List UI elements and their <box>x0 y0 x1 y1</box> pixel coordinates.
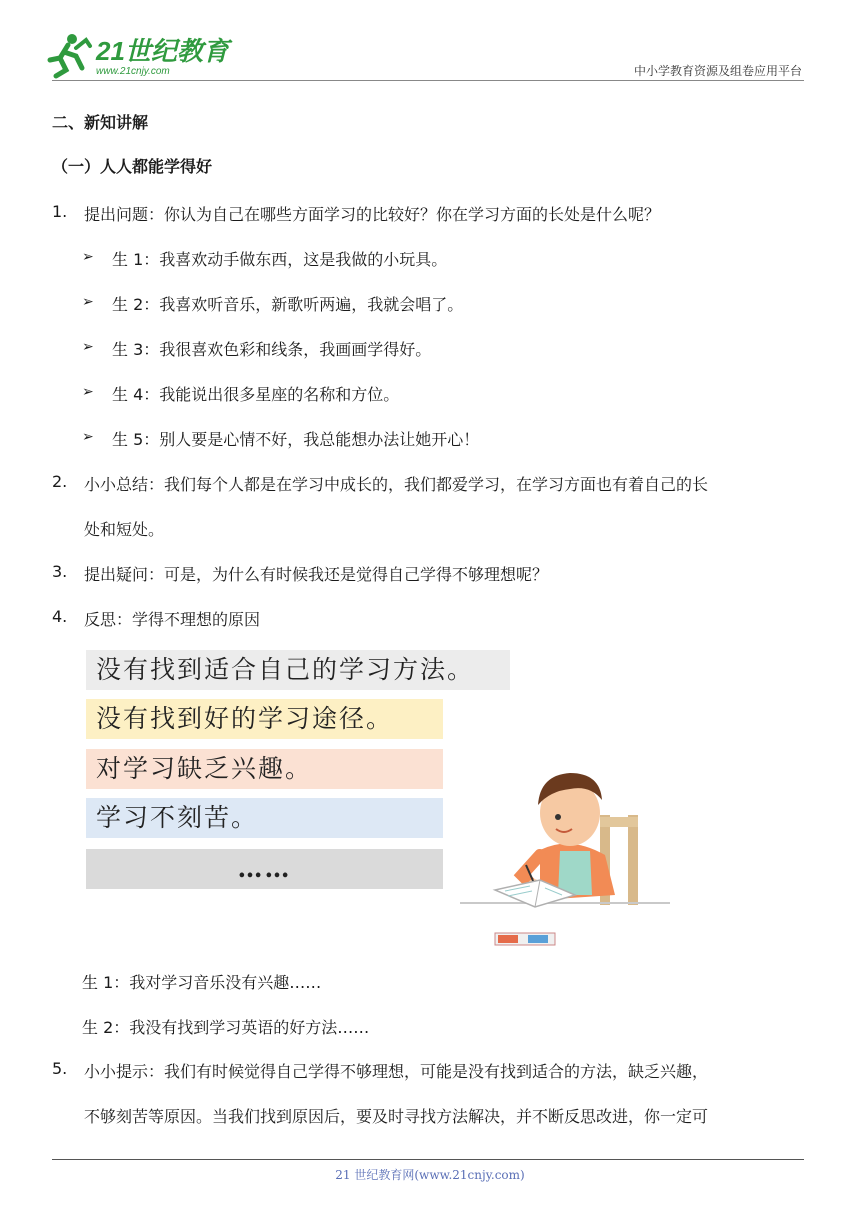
logo-url: www.21cnjy.com <box>96 66 170 77</box>
bullet-arrow-icon: ➢ <box>82 339 94 355</box>
bullet-item: 生 5：别人要是心情不好，我总能想办法让她开心！ <box>112 430 480 449</box>
bullet-arrow-icon: ➢ <box>82 429 94 445</box>
section-subtitle: （一）人人都能学得好 <box>52 157 213 176</box>
reason-bar: 没有找到好的学习途径。 <box>86 699 443 739</box>
reason-bar: 学习不刻苦。 <box>86 798 443 838</box>
item-number: 2. <box>52 472 68 491</box>
item-text: 反思：学得不理想的原因 <box>84 610 261 629</box>
bullet-arrow-icon: ➢ <box>82 249 94 265</box>
student-reply: 生 1：我对学习音乐没有兴趣…… <box>82 973 322 992</box>
student-reply: 生 2：我没有找到学习英语的好方法…… <box>82 1018 370 1037</box>
reason-bar: 对学习缺乏兴趣。 <box>86 749 443 789</box>
item-text: 小小总结：我们每个人都是在学习中成长的，我们都爱学习，在学习方面也有着自己的长 <box>84 475 709 494</box>
item-text: 小小提示：我们有时候觉得自己学得不够理想，可能是没有找到适合的方法，缺乏兴趣， <box>84 1062 709 1081</box>
bullet-item: 生 4：我能说出很多星座的名称和方位。 <box>112 385 400 404</box>
item-number: 3. <box>52 562 68 581</box>
reason-bar-ellipsis: …… <box>86 849 443 889</box>
runner-icon <box>50 34 90 76</box>
bullet-item: 生 2：我喜欢听音乐，新歌听两遍，我就会唱了。 <box>112 295 464 314</box>
boy-writing-illustration <box>440 755 690 955</box>
item-number: 5. <box>52 1059 68 1078</box>
site-logo <box>46 30 246 80</box>
item-text-continued: 处和短处。 <box>84 520 165 539</box>
section-title: 二、新知讲解 <box>52 113 149 132</box>
item-number: 1. <box>52 202 68 221</box>
item-text-continued: 不够刻苦等原因。当我们找到原因后，要及时寻找方法解决，并不断反思改进，你一定可 <box>84 1107 709 1126</box>
logo-text: 21世纪教育 <box>96 36 229 66</box>
bullet-item: 生 3：我很喜欢色彩和线条，我画画学得好。 <box>112 340 432 359</box>
item-text: 提出问题：你认为自己在哪些方面学习的比较好？你在学习方面的长处是什么呢？ <box>84 205 661 224</box>
reason-bar: 没有找到适合自己的学习方法。 <box>86 650 510 690</box>
item-text: 提出疑问：可是，为什么有时候我还是觉得自己学得不够理想呢？ <box>84 565 549 584</box>
footer-link[interactable]: 21 世纪教育网(www.21cnjy.com) <box>335 1168 525 1182</box>
bullet-arrow-icon: ➢ <box>82 294 94 310</box>
item-number: 4. <box>52 607 68 626</box>
header-divider <box>52 80 804 81</box>
platform-label: 中小学教育资源及组卷应用平台 <box>633 64 802 78</box>
footer-divider <box>52 1159 804 1160</box>
bullet-arrow-icon: ➢ <box>82 384 94 400</box>
bullet-item: 生 1：我喜欢动手做东西，这是我做的小玩具。 <box>112 250 448 269</box>
